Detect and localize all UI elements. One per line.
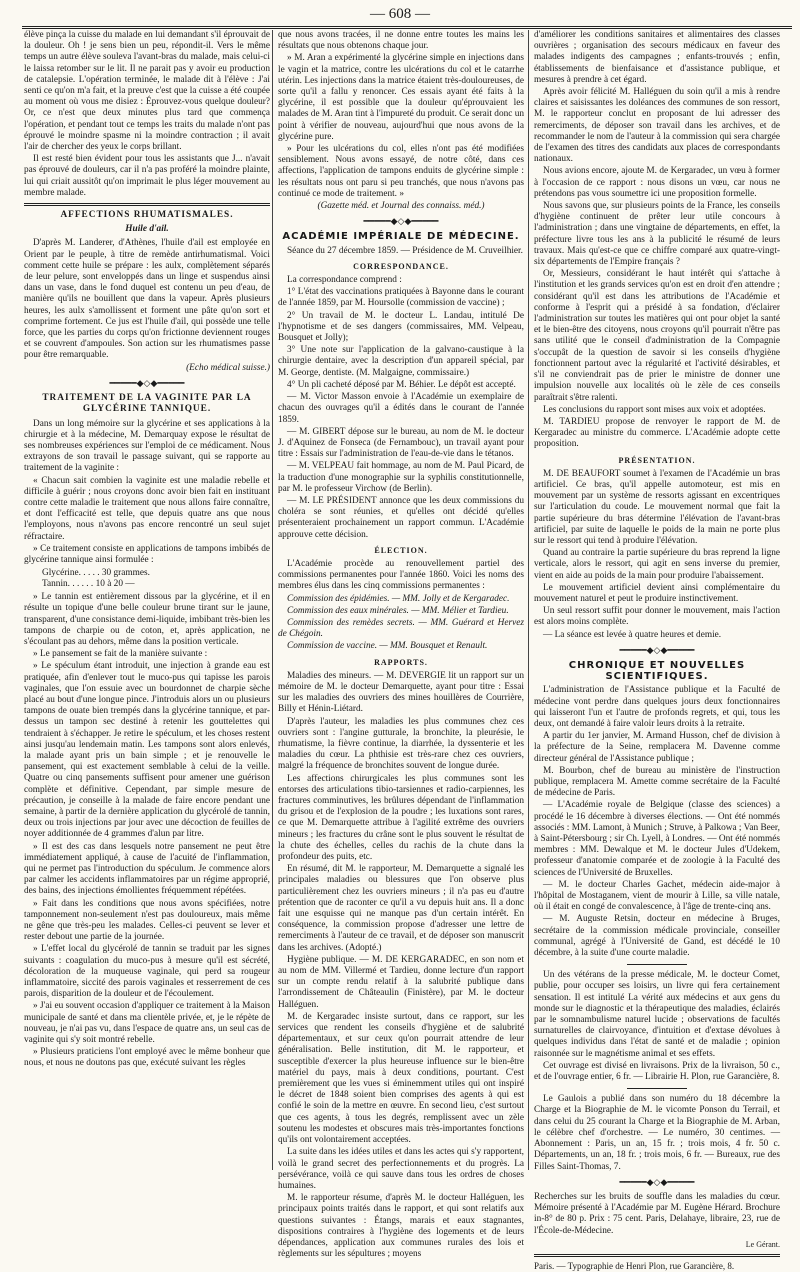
- section-rule: [534, 1254, 780, 1257]
- paragraph: Commission des épidémies. — MM. Jolly et de Kergaradec.: [287, 593, 510, 604]
- paragraph: » J'ai eu souvent occasion d'appliquer ce traitement à la Maison municipale de santé et dans ma clientèle privée, et, je le répète de nouveau, je n'ai pas vu, dans l'espace de quatre ans, un seul cas de vaginite qui s'y soit montré rebelle.: [24, 1001, 270, 1046]
- paragraph: — M. LE PRÉSIDENT annonce que les deux commissions du choléra se sont réunies, et qu'elles ont décidé qu'elles présenteraient prochainement un rapport commun. L'Académie approuve cette décision.: [278, 495, 524, 540]
- paragraph: » Le spéculum étant introduit, une injection à grande eau est pratiquée, afin d'enlever tout le muco-pus qui tapisse les parois vaginales, que l'on essuie avec un bourdonnet de charpie sèche placé au bout d'une longue pince. J'introduis alors un ou plusieurs tampons de ouate bien trempés dans la glycérine tannique, et par-dessus un tampon sec destiné à retenir les gouttelettes qui tendraient à s'échapper. Je retire le spéculum, et les choses restent ainsi jusqu'au lendemain matin. Les tampons sont alors enlevés, la malade ayant pris un bain simple ; et je renouvelle le pansement, qui est exactement semblable à celui de la veille. Quatre ou cinq pansements suffisent pour amener une guérison complète et définitive. Cependant, par simple mesure de précaution, je conseille à la malade de faire encore pendant une semaine, à partir de la dernière application du glycérolé de tannin, deux ou trois injections par jour avec une décoction de feuilles de noyer additionnée de 4 grammes d'alun par litre.: [24, 661, 270, 840]
- paragraph: » Ce traitement consiste en applications de tampons imbibés de glycérine tannique ainsi formulée :: [24, 543, 270, 565]
- paragraph: La correspondance comprend :: [287, 275, 402, 286]
- paragraph: M. DE BEAUFORT soumet à l'examen de l'Académie un bras artificiel. Ce bras, qu'il appelle automoteur, est mis en mouvement par un système de ressorts agissant en excentriques sur l'articulation du coude. Le mouvement normal que fait la partie supérieure du bras détermine l'élévation de l'avant-bras artificiel, par suite de laquelle le poids de la main ne porte plus sur le ressort qui tend à produire l'élévation.: [534, 468, 780, 546]
- paragraph: Hygiène publique. — M. DE KERGARADEC, en son nom et au nom de MM. Villermé et Tardieu, donne lecture d'un rapport sur un compte rendu relatif à la salubrité publique dans l'arrondissement de Châteaulin (Finistère), par M. le docteur Halléguen.: [278, 954, 524, 1010]
- paragraph: — L'Académie royale de Belgique (classe des sciences) a procédé le 16 décembre à diverses élections. — Ont été nommés associés : MM. Lamont, à Munich ; Struve, à Palkowa ; Van Beer, à Saint-Pétersbourg ; sir Ch. Lyell, à Londres. — Ont été nommés membres : MM. Dewalque et M. le docteur Jules d'Udekem, professeur d'anatomie comparée et de zoologie à la Faculté des sciences de l'Université de Bruxelles.: [534, 800, 780, 878]
- paragraph: — M. le docteur Charles Gachet, médecin aide-major à l'hôpital de Mostaganem, vient de mourir à Lille, sa ville natale, où il était en congé de convalescence, à l'âge de trente-cinq ans.: [534, 879, 780, 913]
- paragraph: — M. VELPEAU fait hommage, au nom de M. Paul Picard, de la traduction d'une monographie sur la syphilis constitutionnelle, par M. le professeur Virchow (de Berlin).: [278, 461, 524, 494]
- paragraph: — M. Auguste Retsin, docteur en médecine à Bruges, secrétaire de la commission médicale provinciale, conseiller communal, agrégé à l'Université de Gand, est décédé le 10 décembre, à la suite d'une courte maladie.: [534, 914, 780, 959]
- paragraph: « Chacun sait combien la vaginite est une maladie rebelle et difficile à guérir ; nous croyons donc avoir bien fait en instituant contre cette maladie le traitement que nous allons faire connaître, et dont l'efficacité est telle, que depuis quatre ans que nous l'employons, nous n'avons pas encore rencontré un seul sujet réfractaire.: [24, 475, 270, 542]
- recipe-line: Tannin. . . . . . 10 à 20 —: [42, 579, 135, 590]
- short-rule: [627, 1088, 687, 1089]
- column-separator: [528, 30, 529, 1170]
- short-rule: [627, 964, 687, 965]
- paragraph: M. de Kergaradec insiste surtout, dans ce rapport, sur les services que rendent les conseils d'hygiène et de salubrité départementaux, et sur ceux qu'on pourrait attendre de leur généralisation. Belle institution, dit M. le rapporteur, et susceptible d'exercer la plus heureuse influence sur le bien-être matériel du pays, mais à deux conditions, pourtant. C'est premièrement que les vues si éminemment utiles qui ont inspiré le décret de 1848 soient bien comprises des agents à qui est confié le soin de la mettre en œuvre. En second lieu, c'est surtout que ces agents, à tous les degrés, remplissent avec un zèle soutenu les modestes et obscures mais très-importantes fonctions qu'ils ont volontairement acceptées.: [278, 1011, 524, 1146]
- paragraph: — La séance est levée à quatre heures et demie.: [543, 629, 722, 640]
- paragraph: Quand au contraire la partie supérieure du bras reprend la ligne verticale, alors le ressort, qui agit en sens inverse du premier, vient en aide au poids de la main pour produire l'abaissement.: [534, 548, 780, 581]
- paragraph: Cet ouvrage est divisé en livraisons. Prix de la livraison, 50 c., et de l'ouvrage entier, 6 fr. — Librairie H. Plon, rue Garancière, 8.: [534, 1060, 780, 1083]
- section-heading: TRAITEMENT DE LA VAGINITE PAR LA GLYCÉRINE TANNIQUE.: [42, 393, 252, 415]
- paragraph: A partir du 1er janvier, M. Armand Husson, chef de division à la préfecture de la Seine, remplacera M. Davenne comme directeur général de l'Assistance publique ;: [534, 731, 780, 764]
- paragraph: D'après l'auteur, les maladies les plus communes chez ces ouvriers sont : l'angine gutturale, la bronchite, la pleurésie, le rhumatisme, la fièvre continue, la diarrhée, la dyssenterie et les maladies du cœur. La phthisie est très-rare chez ces ouvriers, malgré la fréquence de bronchites souvent de longue durée.: [278, 716, 524, 772]
- paragraph: Les affections chirurgicales les plus communes sont les entorses des articulations tibio-tarsiennes et radio-carpiennes, les fractures comminutives, les brûlures dépendant de l'inflammation du grisou et de l'explosion de la poudre ; les luxations sont rares, ce que M. Demarquette attribue à l'agilité extrême des ouvriers mineurs ; les fractures du crâne sont le plus souvent le résultat de la chute des échelles, celles du rachis de la chute dans la profondeur des puits, etc.: [278, 773, 524, 863]
- source-citation: (Gazette méd. et Journal des connaiss. méd.): [317, 201, 485, 212]
- paragraph: » L'effet local du glycérolé de tannin se traduit par les signes suivants : coagulation du muco-pus à mesure qu'il est sécrété, décoloration de la muqueuse vaginale, qui perd sa rougeur inflammatoire, siccité des parois vaginales et resserrement de ces parois, disparition de la douleur et de l'écoulement.: [24, 944, 270, 1000]
- paragraph: élève pinça la cuisse du malade en lui demandant s'il éprouvait de la douleur. Oh ! je sens bien un peu, répondit-il. Vers le même temps un autre élève souleva l'avant-bras du malade, mais celui-ci le laissa retomber sur le lit. Il ne parait pas y avoir eu production de catalepsie. L'opération terminée, le malade dit à l'élève : J'ai senti ce qu'on m'a fait, et la preuve c'est que la cuisse a été coupée au moment où vous me disiez : Éprouvez-vous quelque douleur? Or, ce n'est que deux minutes plus tard que commença l'opération, et pendant tout ce temps les traits du malade n'ont pas éprouvé le moindre spasme ni la moindre contraction ; il avait l'air de chercher des yeux le corps brillant.: [24, 30, 270, 153]
- paragraph: » M. Aran a expérimenté la glycérine simple en injections dans le vagin et la matrice, contre les ulcérations du col et le catarrhe utérin. Les injections dans la matrice étaient très-douloureuses, de sorte qu'il a fallu y renoncer. Ces essais ayant été faits à la glycérine, il est possible que la douleur qu'éprouvaient les malades de M. Aran tint à l'impureté du produit. Ce serait donc un point à vérifier de nouveau, aujourd'hui que nous avons de la glycérine pure.: [278, 53, 524, 142]
- paragraph: 2° Un travail de M. le docteur L. Landau, intitulé De l'hypnotisme et de ses dangers (commissaires, MM. Velpeau, Bousquet et Jolly);: [278, 310, 524, 344]
- paragraph: que nous avons tracées, il ne donne entre toutes les mains les résultats que nous obtenons chaque jour.: [278, 30, 524, 52]
- paragraph: Maladies des mineurs. — M. DEVERGIE lit un rapport sur un mémoire de M. le docteur Demarquette, ayant pour titre : Essai sur les maladies des ouvriers des mines houillères de Courrière, Billy et Hénin-Liétard.: [278, 670, 524, 715]
- paragraph: Il est resté bien évident pour tous les assistants que J... n'avait pas éprouvé de douleurs, car il n'a pas proféré la moindre plainte, lui qui criait aussitôt qu'on imprimait le plus léger mouvement au membre malade.: [24, 154, 270, 198]
- paragraph: L'administration de l'Assistance publique et la Faculté de médecine vont perdre dans quelques jours deux fonctionnaires qui laisseront l'un et l'autre de profonds regrets, et qui, tous les deux, ont demandé à faire valoir leurs droits à la retraite.: [534, 685, 780, 729]
- paragraph: M. le rapporteur résume, d'après M. le docteur Halléguen, les principaux points traités dans le rapport, et qui sont relatifs aux questions suivantes : Étangs, marais et eaux stagnantes, dispositions contraires à l'hygiène des logements et de leurs dépendances, application aux communes rurales des lois et règlements sur les sépultures ; moyens: [278, 1193, 524, 1260]
- subsection-heading: PRÉSENTATION.: [618, 455, 696, 465]
- paragraph: Commission de vaccine. — MM. Bousquet et Renault.: [287, 641, 488, 652]
- paragraph: 3° Une note sur l'application de la galvano-caustique à la chirurgie dentaire, avec la description d'un appareil spécial, par M. George, dentiste. (M. Malgaigne, commissaire.): [278, 345, 524, 378]
- paragraph: Dans un long mémoire sur la glycérine et ses applications à la chirurgie et à la médecine, M. Demarquay expose le résultat de ses nombreuses expériences sur l'emploi de ce médicament. Nous extrayons de son travail le passage suivant, qui se rapporte au traitement de la vaginite :: [24, 418, 270, 474]
- recipe: [42, 568, 270, 590]
- ornament-divider: ━━━━━◆◇◆━━━━━: [363, 216, 439, 227]
- printer-imprint: Paris. — Typographie de Henri Plon, rue Garancière, 8.: [534, 1260, 735, 1271]
- paragraph: » Plusieurs praticiens l'ont employé avec le même bonheur que nous, et nous ne doutons pas que, exécuté suivant les règles: [24, 1047, 270, 1069]
- paragraph: 1° L'état des vaccinations pratiquées à Bayonne dans le courant de l'année 1859, par M. Hoursolle (commission de vaccine) ;: [278, 287, 524, 309]
- ornament-divider: ━━━━━◆◇◆━━━━━: [619, 1176, 695, 1187]
- paragraph: Nous avions encore, ajoute M. de Kergaradec, un vœu à former à l'occasion de ce rapport : nous disons un vœu, car nous ne prétendons pas vous soumettre ici une proposition formelle.: [534, 166, 780, 199]
- paragraph: Or, Messieurs, considérant le haut intérêt qui s'attache à l'institution et les grands services qu'on est en droit d'en attendre ; considérant qu'il est dans les attributions de l'Académie et conforme à l'esprit qui a présidé à sa fondation, d'éclairer l'administration sur toutes les matières qui ont pour objet la santé et le bien-être des citoyens, nous croyons qu'il pourrait n'être pas sans utilité que le conseil d'administration de la Compagnie s'occupât de la question de savoir si les conseils d'hygiène fonctionnent partout avec la régularité et l'activité désirables, et s'il ne conviendrait pas de prier le ministre de donner une impulsion nouvelle aux localités où le zèle de ces conseils paraîtrait s'être ralenti.: [534, 269, 780, 403]
- paragraph: Recherches sur les bruits de souffle dans les maladies du cœur. Mémoire présenté à l'Académie par M. Eugène Hérard. Brochure in-8° de 80 p. Prix : 75 cent. Paris, Delahaye, libraire, 23, rue de l'École-de-Médecine.: [534, 1191, 780, 1236]
- column-separator: [272, 30, 273, 1170]
- paragraph: » Le tannin est entièrement dissous par la glycérine, et il en résulte un topique d'une belle couleur brune tirant sur le jaune, transparent, d'une consistance demi-liquide, imbibant très-bien les tampons de charpie ou de coton, et, après application, ne s'écoulant pas au dehors, même dans la position verticale.: [24, 592, 270, 647]
- section-heading: ACADÉMIE IMPÉRIALE DE MÉDECINE.: [282, 231, 520, 243]
- paragraph: » Fait dans les conditions que nous avons spécifiées, notre tamponnement non-seulement n'est pas douloureux, mais même ne gêne que très-peu les malades. Celles-ci peuvent se lever et rester debout une partie de la journée.: [24, 898, 270, 943]
- subsection-heading: CORRESPONDANCE.: [353, 261, 449, 271]
- section-heading: CHRONIQUE ET NOUVELLES SCIENTIFIQUES.: [568, 659, 746, 683]
- paragraph: Le Gaulois a publié dans son numéro du 18 décembre la Charge et la Biographie de M. le vicomte Ponson du Terrail, et dans celui du 25 courant la Charge et la Biographie de M. Arban, le célèbre chef d'orchestre. — Le numéro, 30 centimes. — Abonnement : Paris, un an, 15 fr. ; trois mois, 4 fr. 50 c. Départements, un an, 18 fr. ; trois mois, 6 fr. — Bureaux, rue des Filles Saint-Thomas, 7.: [534, 1094, 780, 1172]
- paragraph: Le mouvement artificiel devient ainsi complémentaire du mouvement naturel et peut le produire instinctivement.: [534, 582, 780, 604]
- top-rule: [22, 26, 792, 29]
- paragraph: M. TARDIEU propose de renvoyer le rapport de M. de Kergaradec au ministre du commerce. L'Académie adopte cette proposition.: [534, 416, 780, 450]
- paragraph: Nous savons que, sur plusieurs points de la France, les conseils d'hygiène continuent de prêter leur utile concours à l'administration ; dans une vingtaine de départements, en effet, la préfecture livre tous les ans à la publicité le résumé de leurs travaux. Mais qu'est-ce que ce chiffre comparé aux quatre-vingt-six départements de l'Empire français ?: [534, 201, 780, 268]
- paragraph: Les conclusions du rapport sont mises aux voix et adoptées.: [543, 404, 766, 415]
- column-1: [24, 30, 270, 1170]
- signature-label: Le Gérant.: [745, 1239, 780, 1249]
- section-rule: [24, 203, 270, 206]
- paragraph: » Le pansement se fait de la manière suivante :: [33, 649, 208, 660]
- paragraph: Après avoir félicité M. Halléguen du soin qu'il a mis à rendre claires et saisissantes les doléances des communes de son ressort, M. le rapporteur conclut en proposant de lui adresser des remerciments, de déposer son travail dans les archives, et de recommander le nom de l'auteur à la commission qui sera chargée de l'examen des titres des candidats aux places de correspondants nationaux.: [534, 87, 780, 165]
- section-subheading: Huile d'ail.: [125, 224, 169, 235]
- paragraph: La suite dans les idées utiles et dans les actes qui s'y rapportent, voilà le grand secret des perfectionnements et du progrès. La persévérance, voilà ce qui sauve dans tous les ordres de choses humaines.: [278, 1147, 524, 1191]
- paragraph: — M. Victor Masson envoie à l'Académie un exemplaire de chacun des ouvrages qu'il a édités dans le courant de l'année 1859.: [278, 392, 524, 425]
- subsection-heading: ÉLECTION.: [374, 545, 428, 555]
- ornament-divider: ━━━━━◆◇◆━━━━━: [619, 644, 695, 655]
- paragraph: Séance du 27 décembre 1859. — Présidence de M. Cruveilhier.: [287, 245, 523, 256]
- paragraph: En résumé, dit M. le rapporteur, M. Demarquette a signalé les principales maladies ou blessures que l'on observe plus particulièrement chez les ouvriers mineurs ; il n'a pas eu d'autre prétention que de raconter ce qu'il a vu depuis huit ans. Il a donc fait une esquisse qui ne manque pas d'un certain intérêt. En conséquence, la commission propose d'adresser une lettre de remerciments à l'auteur de ce travail, et de déposer son manuscrit dans les archives. (Adopté.): [278, 864, 524, 953]
- page-number: — 608 —: [370, 6, 430, 22]
- paragraph: 4° Un pli cacheté déposé par M. Béhier. Le dépôt est accepté.: [287, 379, 516, 390]
- section-heading: AFFECTIONS RHUMATISMALES.: [60, 210, 234, 221]
- paragraph: » Pour les ulcérations du col, elles n'ont pas été modifiées sensiblement. Nous avons essayé, de notre côté, dans ces affections, l'application de tampons enduits de glycérine simple : les résultats nous ont paru si peu tranchés, que nous n'avons pas continué ce mode de traitement. »: [278, 144, 524, 199]
- recipe-line: Glycérine. . . . . 30 grammes.: [42, 568, 150, 579]
- ornament-divider: ━━━━━◆◇◆━━━━━: [109, 377, 185, 388]
- paragraph: d'améliorer les conditions sanitaires et alimentaires des classes ouvrières ; organisation des secours médicaux en faveur des malades indigents des campagnes ; enfants-trouvés ; enfin, établissements de bienfaisance et d'assistance publique, et mesures à prendre à cet égard.: [534, 30, 780, 85]
- subsection-heading: RAPPORTS.: [374, 657, 428, 667]
- paragraph: D'après M. Landerer, d'Athènes, l'huile d'ail est employée en Orient par le peuple, à titre de remède antirhumatismal. Voici comment cette huile se prépare : les aulx, complètement séparés de leur pelure, sont enveloppés dans un linge et suspendus ainsi dans un vase, dans le fond duquel est contenu un peu d'eau, de manière qu'ils ne bouillent que dans la vapeur. Après plusieurs heures, les aulx s'amollissent et forment une pâte qu'on sort et comprime fortement. Ce jus est l'huile d'ail, qui possède une telle force, que les parties du corps qu'on frictionne deviennent rouges et se couvrent d'ampoules. Son action sur les rhumatismes passe pour être remarquable.: [24, 238, 270, 361]
- column-2: [278, 30, 524, 1260]
- paragraph: » Il est des cas dans lesquels notre pansement ne peut être immédiatement appliqué, à cause de l'acuité de l'inflammation, qui ne permet pas l'introduction du spéculum. Je commence alors par calmer les accidents inflammatoires par un régime approprié, des bains, des injections émollientes fréquemment répétées.: [24, 841, 270, 897]
- column-3: [534, 30, 780, 1271]
- paragraph: Un seul ressort suffit pour donner le mouvement, mais l'action est alors moins complète.: [534, 606, 780, 628]
- paragraph: Un des vétérans de la presse médicale, M. le docteur Comet, publie, pour occuper ses loisirs, un livre qui fera certainement sensation. Il est intitulé La vérité aux médecins et aux gens du monde sur le diagnostic et la thérapeutique des maladies, éclairés par le somnambulisme naturel lucide ; observations de facultés surnaturelles de clairvoyance, d'intuition et d'extase dévolues à quelques individus dans l'état de santé et de maladie ; opinion raisonnée sur le magnétisme animal et ses effets.: [534, 970, 780, 1059]
- paragraph: L'Académie procède au renouvellement partiel des commissions permanentes pour l'année 1860. Voici les noms des membres élus dans les cinq commissions permanentes :: [278, 558, 524, 592]
- paragraph: M. Bourbon, chef de bureau au ministère de l'instruction publique, remplacera M. Amette comme secrétaire de la Faculté de médecine de Paris.: [534, 765, 780, 799]
- source-citation: (Echo médical suisse.): [186, 362, 270, 373]
- paragraph: Commission des remèdes secrets. — MM. Guérard et Hervez de Chégoin.: [278, 617, 524, 640]
- paragraph: Commission des eaux minérales. — MM. Mélier et Tardieu.: [287, 605, 509, 616]
- paragraph: — M. GIBERT dépose sur le bureau, au nom de M. le docteur J. d'Aquinez de Fonseca (de Fernambouc), un travail ayant pour titre : Essais sur l'administration de l'eau-de-vie dans le tétanos.: [278, 426, 524, 460]
